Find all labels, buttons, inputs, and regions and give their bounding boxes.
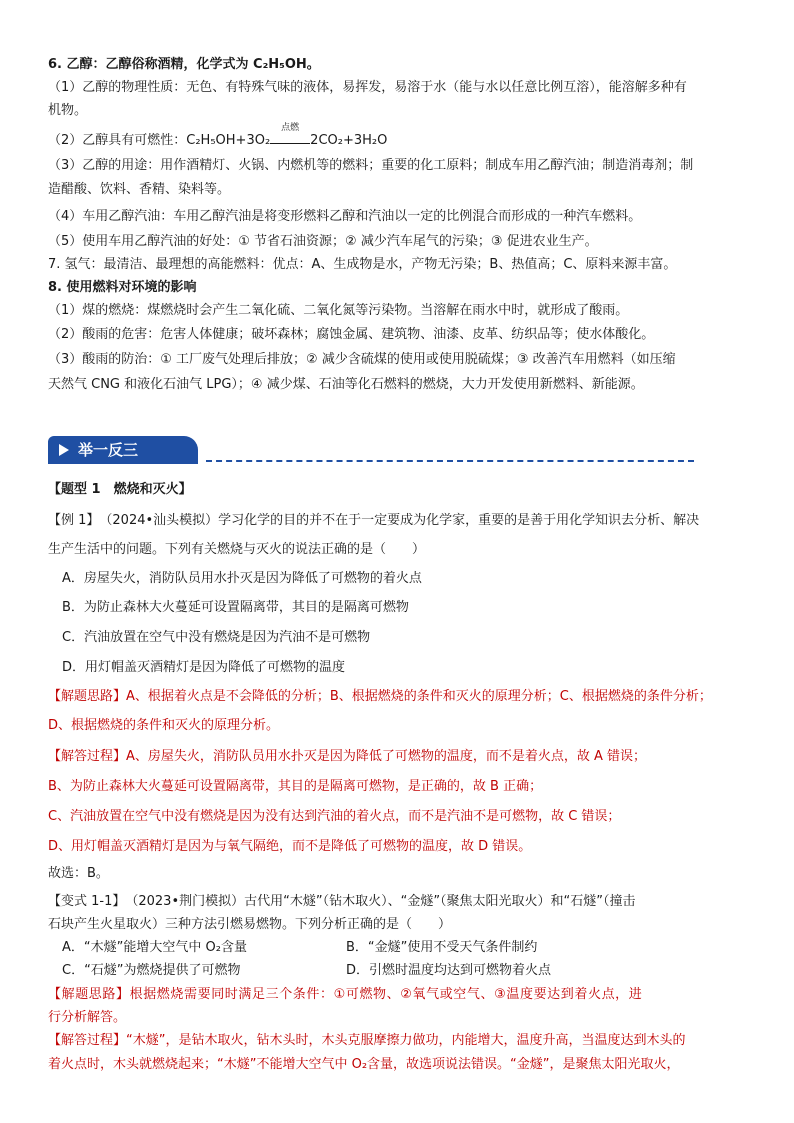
variant-question: 石块产生火星取火）三种方法引燃易燃物。下列分析正确的是（ ） [48, 917, 452, 932]
variant-option-a: A．“木燧”能增大空气中 O₂含量 [62, 940, 247, 955]
section-divider [206, 460, 694, 462]
solution-process: D、用灯帽盖灭酒精灯是因为与氧气隔绝，而不是降低了可燃物的温度，故 D 错误。 [48, 839, 532, 854]
text-line: （1）乙醇的物理性质：无色、有特殊气味的液体，易挥发，易溶于水（能与水以任意比例互溶），能溶解多种有 [48, 80, 687, 95]
solution-idea: D、根据燃烧的条件和灭火的原理分析。 [48, 718, 280, 733]
text-line: 造醋酸、饮料、香精、染料等。 [48, 182, 231, 197]
final-answer: 故选：B。 [48, 866, 109, 881]
text-line: （3）乙醇的用途：用作酒精灯、火锅、内燃机等的燃料；重要的化工原料；制成车用乙醇汽油；制造消毒剂；制 [48, 158, 694, 173]
text-line: （5）使用车用乙醇汽油的好处：① 节省石油资源；② 减少汽车尾气的污染；③ 促进农业生产。 [48, 234, 598, 249]
play-arrow-icon [59, 444, 69, 456]
solution-process: C、汽油放置在空气中没有燃烧是因为没有达到汽油的着火点，而不是汽油不是可燃物，故 C 错误； [48, 809, 621, 824]
variant-question: 【变式 1-1】 （2023•荆门模拟）古代用“木燧”（钻木取火）、“金燧”（聚焦太阳光取火）和“石燧”（撞击 [48, 894, 636, 909]
text-line: （3）酸雨的防治：① 工厂废气处理后排放；② 减少含硫煤的使用或使用脱硫煤；③ 改善汽车用燃料（如压缩 [48, 352, 676, 367]
variant-solution-process: 【解答过程】“木燧”，是钻木取火，钻木头时，木头克服摩擦力做功，内能增大，温度升高，当温度达到木头的 [48, 1033, 686, 1048]
section-title: 举一反三 [78, 441, 139, 459]
text-line: （4）车用乙醇汽油：车用乙醇汽油是将变形燃料乙醇和汽油以一定的比例混合而形成的一种汽车燃料。 [48, 209, 642, 224]
option-c: C．汽油放置在空气中没有燃烧是因为汽油不是可燃物 [62, 630, 371, 645]
condition-label: 点燃 [281, 123, 300, 133]
solution-idea: 【解题思路】A、根据着火点是不会降低的分析；B、根据燃烧的条件和灭火的原理分析；C、根据燃烧的条件分析； [48, 689, 712, 704]
text-line: 机物。 [48, 103, 88, 118]
question-type-heading: 【题型 1 燃烧和灭火】 [48, 482, 192, 497]
variant-option-d: D．引燃时温度均达到可燃物着火点 [346, 963, 552, 978]
solution-process: B、为防止森林大火蔓延可设置隔离带，其目的是隔离可燃物，是正确的，故 B 正确； [48, 779, 543, 794]
section-banner [48, 436, 198, 464]
reaction-condition [270, 123, 310, 144]
option-a: A．房屋失火，消防队员用水扑灭是因为降低了可燃物的着火点 [62, 571, 422, 586]
variant-solution-idea: 行分析解答。 [48, 1010, 127, 1025]
condition-bar [270, 143, 310, 144]
example-question: 生产生活中的问题。下列有关燃烧与灭火的说法正确的是（ ） [48, 542, 426, 557]
option-d: D．用灯帽盖灭酒精灯是因为降低了可燃物的温度 [62, 660, 346, 675]
equation-line [48, 123, 754, 150]
text-line: （1）煤的燃烧：煤燃烧时会产生二氧化硫、二氧化氮等污染物。当溶解在雨水中时，就形成了酸雨。 [48, 303, 629, 318]
equation-products: 2CO₂+3H₂O [310, 133, 388, 148]
solution-process: 【解答过程】A、房屋失火，消防队员用水扑灭是因为降低了可燃物的温度，而不是着火点，故 A 错误； [48, 749, 647, 764]
text-line: 天然气 CNG 和液化石油气 LPG）；④ 减少煤、石油等化石燃料的燃烧，大力开发使用新燃料、新能源。 [48, 377, 644, 392]
example-question: 【例 1】 （2024•汕头模拟）学习化学的目的并不在于一定要成为化学家，重要的是善于用化学知识去分析、解决 [48, 513, 700, 528]
heading-hydrogen: 7. 氢气：最清洁、最理想的高能燃料：优点：A、生成物是水，产物无污染；B、热值高；C、原料来源丰富。 [48, 257, 677, 272]
equation-reactants: （2）乙醇具有可燃性：C₂H₅OH+3O₂ [48, 133, 271, 148]
variant-solution-idea: 【解题思路】根据燃烧需要同时满足三个条件：①可燃物、②氧气或空气、③温度要达到着火点，进 [48, 987, 643, 1002]
variant-option-c: C．“石燧”为燃烧提供了可燃物 [62, 963, 241, 978]
variant-solution-process: 着火点时，木头就燃烧起来；“木燧”不能增大空气中 O₂含量，故选项说法错误。“金燧”，是聚焦太阳光取火， [48, 1057, 680, 1072]
heading-environment: 8. 使用燃料对环境的影响 [48, 280, 197, 295]
option-b: B．为防止森林大火蔓延可设置隔离带，其目的是隔离可燃物 [62, 600, 409, 615]
text-line: （2）酸雨的危害：危害人体健康；破坏森林；腐蚀金属、建筑物、油漆、皮革、纺织品等；使水体酸化。 [48, 327, 655, 342]
variant-option-b: B．“金燧”使用不受天气条件制约 [346, 940, 538, 955]
heading-ethanol: 6. 乙醇：乙醇俗称酒精，化学式为 C₂H₅OH。 [48, 57, 320, 72]
